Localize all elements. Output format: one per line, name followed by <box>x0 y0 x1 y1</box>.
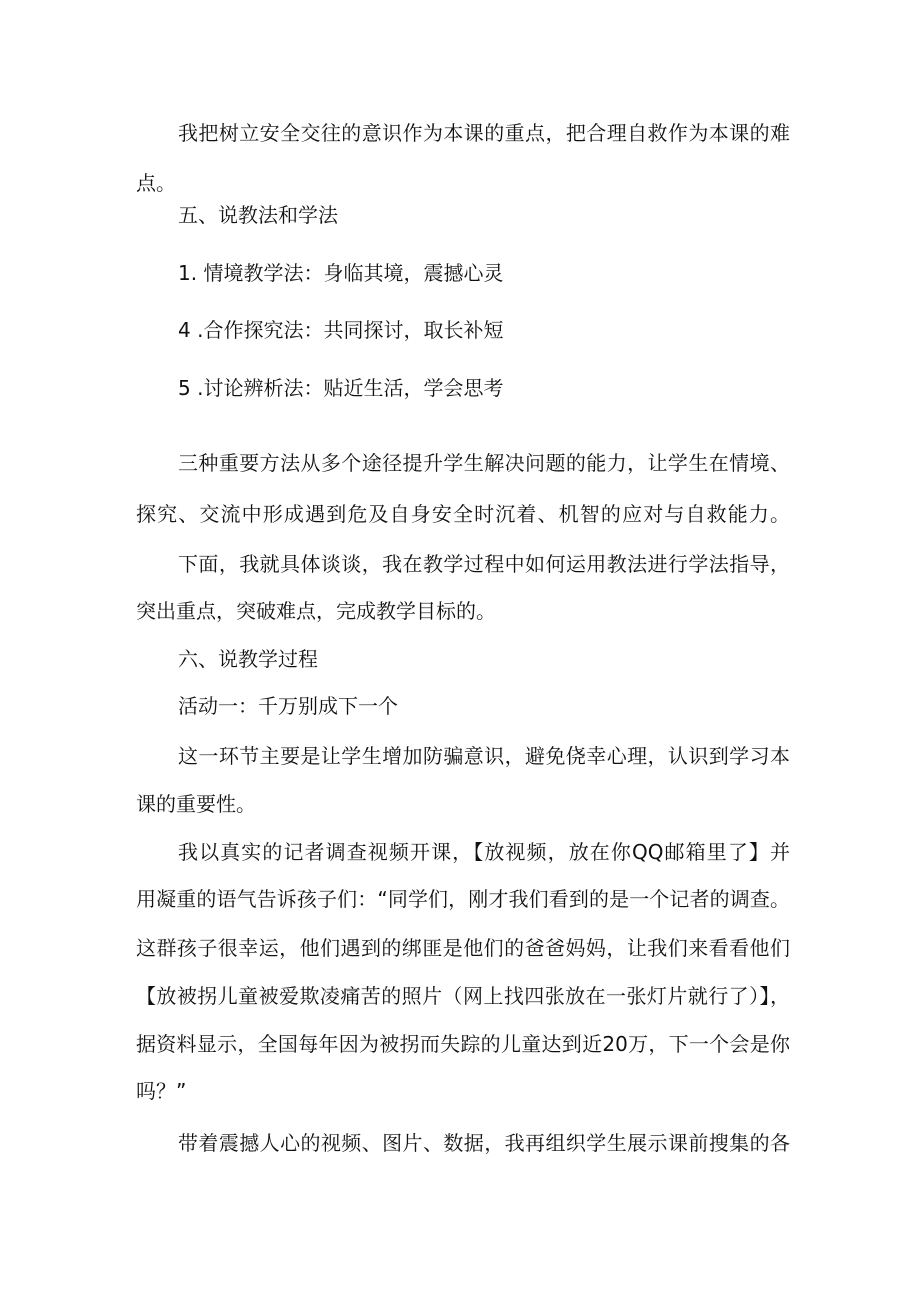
paragraph-activity-intro-line-2: 课的重要性。 <box>136 792 256 816</box>
paragraph-key-point-line-1: 我把树立安全交往的意识作为本课的重点，把合理自救作为本课的难 <box>178 121 790 145</box>
paragraph-methods-summary-line-1: 三种重要方法从多个途径提升学生解决问题的能力，让学生在情境、 <box>178 451 790 475</box>
paragraph-methods-summary-line-2: 探究、交流中形成遇到危及自身安全时沉着、机智的应对与自救能力。 <box>136 502 790 526</box>
method-item-1: 1. 情境教学法：身临其境，震撼心灵 <box>178 261 504 285</box>
paragraph-video-line-6: 吗？” <box>136 1079 187 1103</box>
section-heading-process: 六、说教学过程 <box>178 647 318 671</box>
paragraph-video-line-4: 【放被拐儿童被爱欺凌痛苦的照片（网上找四张放在一张灯片就行了）】， <box>136 984 790 1008</box>
section-heading-methods: 五、说教法和学法 <box>178 203 338 227</box>
paragraph-video-line-5: 据资料显示，全国每年因为被拐而失踪的儿童达到近20万，下一个会是你 <box>136 1032 790 1056</box>
method-item-2: 4 .合作探究法：共同探讨，取长补短 <box>178 318 504 342</box>
paragraph-video-line-3: 这群孩子很幸运，他们遇到的绑匪是他们的爸爸妈妈，让我们来看看他们 <box>136 936 790 960</box>
activity-heading-1: 活动一：千万别成下一个 <box>178 694 398 718</box>
paragraph-video-line-2: 用凝重的语气告诉孩子们：“同学们，刚才我们看到的是一个记者的调查。 <box>136 887 790 911</box>
paragraph-transition-line-2: 突出重点，突破难点，完成教学目标的。 <box>136 599 496 623</box>
method-item-3: 5 .讨论辨析法：贴近生活，学会思考 <box>178 376 504 400</box>
paragraph-activity-intro-line-1: 这一环节主要是让学生增加防骗意识，避免侥幸心理，认识到学习本 <box>178 744 790 768</box>
paragraph-video-line-1: 我以真实的记者调查视频开课，【放视频，放在你QQ邮箱里了】并 <box>178 840 790 864</box>
paragraph-transition-line-1: 下面，我就具体谈谈，我在教学过程中如何运用教法进行学法指导， <box>178 552 790 576</box>
paragraph-key-point-line-2: 点。 <box>136 171 176 195</box>
paragraph-closing-line-1: 带着震撼人心的视频、图片、数据，我再组织学生展示课前搜集的各 <box>178 1131 790 1155</box>
